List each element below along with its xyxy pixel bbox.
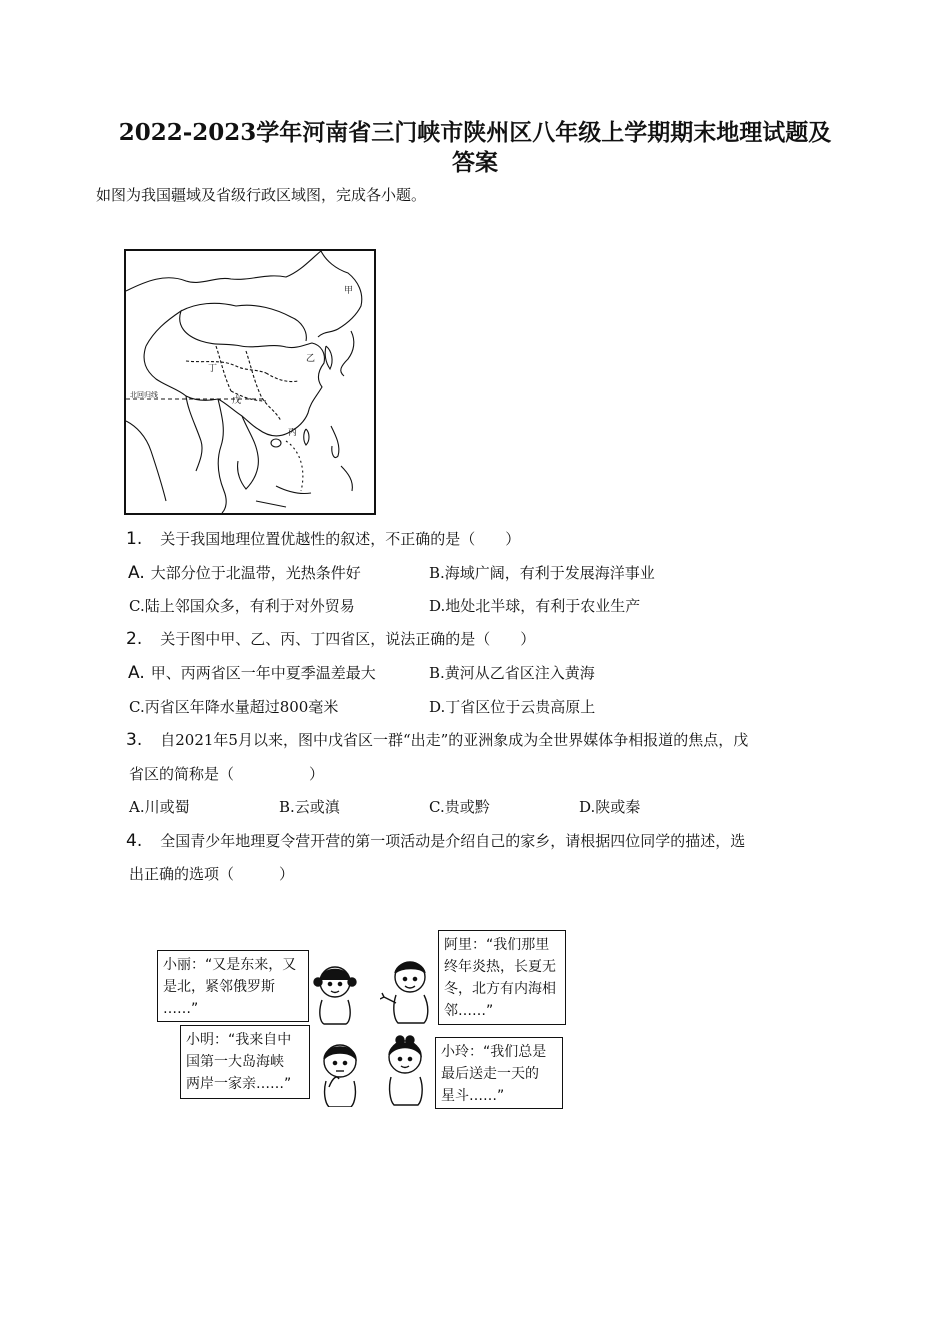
question-text: 关于图中甲、乙、丙、丁四省区，说法正确的是（ ） <box>160 630 536 648</box>
question-2-stem <box>126 629 535 649</box>
option-3b: B.云或滇 <box>279 798 340 816</box>
option-2a <box>128 663 376 683</box>
intro-text: 如图为我国疆域及省级行政区域图，完成各小题。 <box>96 186 427 204</box>
option-3d: D.陕或秦 <box>579 798 641 816</box>
question-3-stem <box>126 730 748 750</box>
map-label-bing: 丙 <box>288 428 298 438</box>
option-letter: A. <box>128 563 145 583</box>
option-1b: B.海域广阔，有利于发展海洋事业 <box>429 564 655 582</box>
option-3c: C.贵或黔 <box>429 798 490 816</box>
map-label-wu: 戊 <box>232 396 242 406</box>
boy-xiaoming-drawing <box>315 1037 365 1107</box>
question-number: 2. <box>126 629 143 649</box>
option-text: 大部分位于北温带，光热条件好 <box>150 564 361 582</box>
china-map-figure <box>124 249 376 515</box>
question-text: 自2021年5月以来，图中戊省区一群“出走”的亚洲象成为全世界媒体争相报道的焦点，戊 <box>160 731 749 749</box>
question-number: 4. <box>126 831 143 851</box>
option-2c: C.丙省区年降水量超过800毫米 <box>129 698 339 716</box>
question-text: 全国青少年地理夏令营开营的第一项活动是介绍自己的家乡，请根据四位同学的描述，选 <box>160 832 746 850</box>
speech-bubble-xiaoming: 小明：“我来自中 国第一大岛海峡 两岸一家亲……” <box>180 1025 310 1099</box>
question-4-stem-cont: 出正确的选项（ ） <box>129 865 295 883</box>
speech-bubble-xiaoli: 小丽：“又是东来，又 是北，紧邻俄罗斯 ……” <box>157 950 309 1022</box>
option-1c: C.陆上邻国众多，有利于对外贸易 <box>129 597 355 615</box>
speech-bubble-ali: 阿里：“我们那里 终年炎热，长夏无 冬，北方有内海相 邻……” <box>438 930 566 1025</box>
option-1d: D.地处北半球，有利于农业生产 <box>429 597 641 615</box>
question-1-stem <box>126 529 520 549</box>
girl-xiaoli-drawing <box>310 960 360 1025</box>
map-label-jia: 甲 <box>344 286 354 296</box>
page-title <box>60 118 890 178</box>
question-number: 3. <box>126 730 143 750</box>
girl-xiaoling-drawing <box>380 1033 435 1108</box>
speech-bubble-xiaoling: 小玲：“我们总是 最后送走一天的 星斗……” <box>435 1037 563 1109</box>
option-text: 甲、丙两省区一年中夏季温差最大 <box>150 664 376 682</box>
title-line-1: 2022-2023学年河南省三门峡市陕州区八年级上学期期末地理试题及 <box>118 119 832 146</box>
boy-ali-drawing <box>380 955 435 1025</box>
question-4-stem <box>126 831 745 851</box>
map-label-ding: 丁 <box>208 364 218 374</box>
option-3a: A.川或蜀 <box>129 798 190 816</box>
option-2b: B.黄河从乙省区注入黄海 <box>429 664 595 682</box>
title-line-2: 答案 <box>452 149 498 176</box>
option-1a <box>128 563 361 583</box>
option-letter: A. <box>128 663 145 683</box>
question-text: 关于我国地理位置优越性的叙述，不正确的是（ ） <box>160 530 521 548</box>
question-number: 1. <box>126 529 143 549</box>
question-3-stem-cont: 省区的简称是（ ） <box>129 765 325 783</box>
map-label-yi: 乙 <box>306 354 316 364</box>
map-drawing <box>126 251 374 513</box>
map-label-tropic: 北回归线 <box>130 391 158 399</box>
students-cartoon-figure <box>155 925 570 1115</box>
option-2d: D.丁省区位于云贵高原上 <box>429 698 596 716</box>
